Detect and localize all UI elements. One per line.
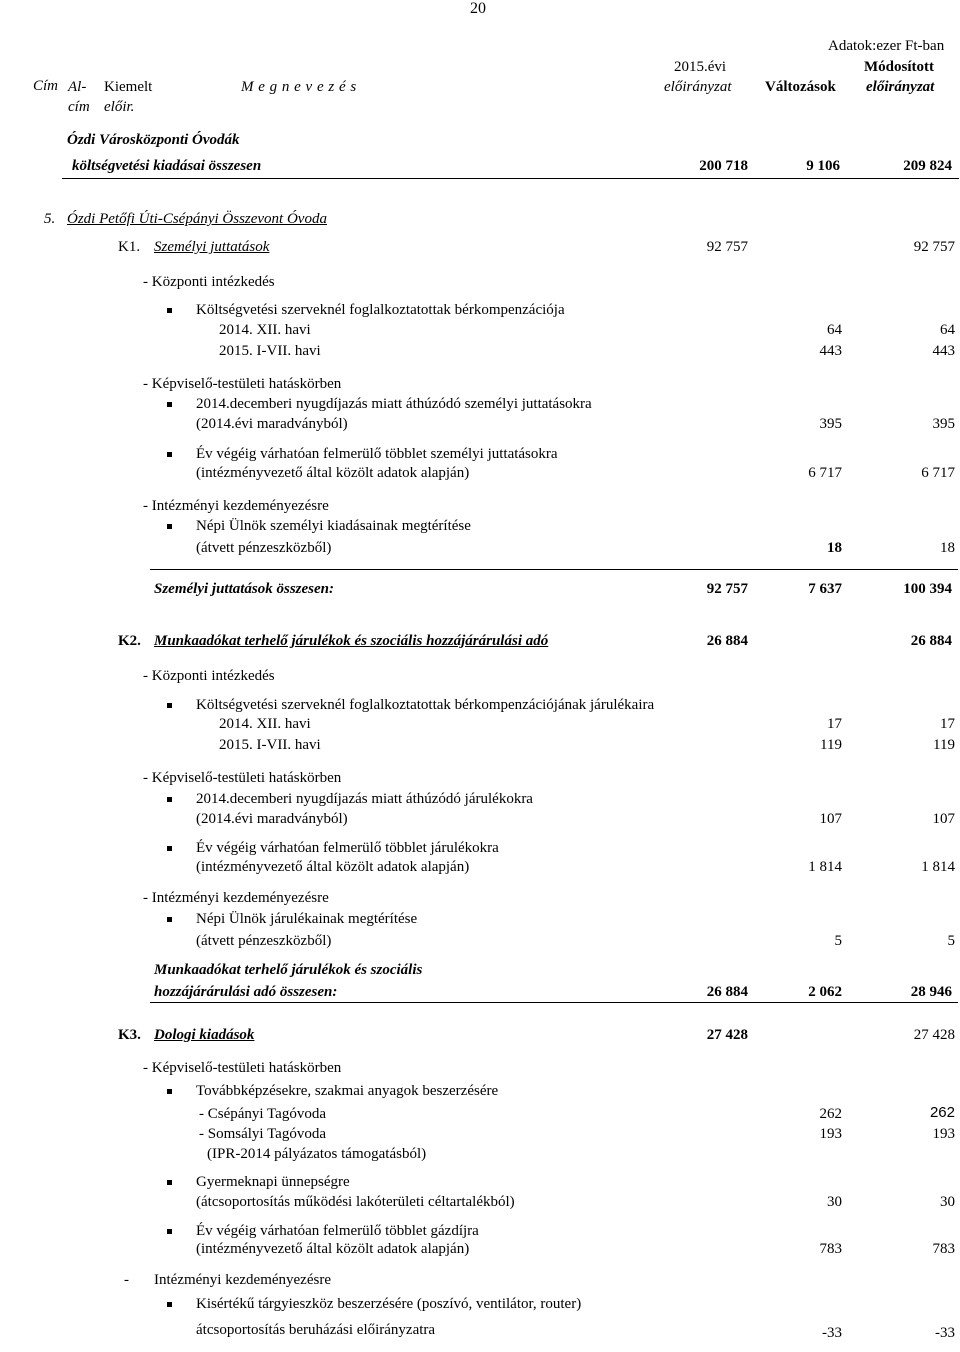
k3-item4-l2: átcsoportosítás beruházási előirányzatra bbox=[196, 1322, 436, 1338]
k3-item1a-label: - Csépányi Tagóvoda bbox=[199, 1106, 326, 1122]
k2-item2-v2: 107 bbox=[819, 811, 842, 827]
prev-total-line2: költségvetési kiadásai összesen bbox=[72, 158, 262, 174]
col-megnevezes: M e g n e v e z é s bbox=[241, 79, 357, 95]
k1-item1b-label: 2015. I-VII. havi bbox=[219, 343, 321, 359]
bullet bbox=[167, 308, 172, 313]
bullet bbox=[167, 1089, 172, 1094]
bullet bbox=[167, 524, 172, 529]
col-valtozasok: Változások bbox=[765, 79, 836, 95]
k3-item4-v2: -33 bbox=[822, 1325, 842, 1341]
k2-grp1: - Központi intézkedés bbox=[143, 668, 275, 684]
k1-item4-l2: (átvett pénzeszközből) bbox=[196, 540, 332, 556]
k1-item1a-v2: 64 bbox=[827, 322, 842, 338]
section-number: 5. bbox=[44, 211, 56, 227]
k1-item3-l1: Év végéig várhatóan felmerülő többlet személyi juttatásokra bbox=[196, 446, 558, 462]
prev-total-v3: 209 824 bbox=[903, 158, 952, 174]
col-alcim-1: Al- bbox=[68, 79, 87, 95]
k3-item3-l2: (intézményvezető által közölt adatok alapján) bbox=[196, 1241, 470, 1257]
divider bbox=[150, 569, 958, 570]
k3-item2-l1: Gyermeknapi ünnepségre bbox=[196, 1174, 350, 1190]
k1-item1b-v3: 443 bbox=[932, 343, 955, 359]
k1-total-v1: 92 757 bbox=[706, 581, 748, 597]
prev-total-v2: 9 106 bbox=[806, 158, 840, 174]
page-number: 20 bbox=[470, 0, 486, 17]
k3-item1c-label: (IPR-2014 pályázatos támogatásból) bbox=[207, 1146, 427, 1162]
k2-grp3: - Intézményi kezdeményezésre bbox=[143, 890, 329, 906]
col-evi-2: előirányzat bbox=[664, 79, 732, 95]
bullet bbox=[167, 402, 172, 407]
k3-grp2: Intézményi kezdeményezésre bbox=[154, 1272, 331, 1288]
bullet bbox=[167, 797, 172, 802]
divider bbox=[62, 178, 959, 179]
k2-item1b-label: 2015. I-VII. havi bbox=[219, 737, 321, 753]
k2-item1a-v3: 17 bbox=[940, 716, 955, 732]
col-kiemelt-1: Kiemelt bbox=[104, 79, 153, 95]
k1-grp1: - Központi intézkedés bbox=[143, 274, 275, 290]
k2-item1a-label: 2014. XII. havi bbox=[219, 716, 311, 732]
k3-item3-l1: Év végéig várhatóan felmerülő többlet gázdíjra bbox=[196, 1223, 479, 1239]
k1-item1a-v3: 64 bbox=[940, 322, 955, 338]
k1-item4-v2: 18 bbox=[827, 540, 842, 556]
k2-item2-l1: 2014.decemberi nyugdíjazás miatt áthúzódó járulékokra bbox=[196, 791, 533, 807]
k3-item4-v3: -33 bbox=[935, 1325, 955, 1341]
k2-v3: 26 884 bbox=[910, 633, 952, 649]
k2-item3-v3: 1 814 bbox=[921, 859, 955, 875]
k1-item2-v2: 395 bbox=[819, 416, 842, 432]
k1-item4-v3: 18 bbox=[940, 540, 955, 556]
divider bbox=[150, 1002, 958, 1003]
k3-item2-v3: 30 bbox=[940, 1194, 955, 1210]
k3-item3-v3: 783 bbox=[932, 1241, 955, 1257]
k3-item1b-v2: 193 bbox=[819, 1126, 842, 1142]
k1-item3-v3: 6 717 bbox=[921, 465, 955, 481]
col-modositott-1: Módosított bbox=[864, 59, 934, 75]
k2-item3-l1: Év végéig várhatóan felmerülő többlet járulékokra bbox=[196, 840, 499, 856]
section-title: Ózdi Petőfi Úti-Csépányi Összevont Óvoda bbox=[67, 211, 327, 227]
k3-title: Dologi kiadások bbox=[154, 1027, 255, 1043]
k3-item1b-v3: 193 bbox=[932, 1126, 955, 1142]
k2-item1b-v2: 119 bbox=[820, 737, 842, 753]
k2-item4-l2: (átvett pénzeszközből) bbox=[196, 933, 332, 949]
k2-total-v1: 26 884 bbox=[706, 984, 748, 1000]
k2-item2-v3: 107 bbox=[932, 811, 955, 827]
prev-total-line1: Ózdi Városközponti Óvodák bbox=[67, 132, 240, 148]
k2-item3-l2: (intézményvezető által közölt adatok alapján) bbox=[196, 859, 470, 875]
k1-item1: Költségvetési szerveknél foglalkoztatottak bérkompenzációja bbox=[196, 302, 565, 318]
k3-v1: 27 428 bbox=[706, 1027, 748, 1043]
k2-item4-l1: Népi Ülnök járulékainak megtérítése bbox=[196, 911, 418, 927]
k2-item1: Költségvetési szerveknél foglalkoztatottak bérkompenzációjának járulékaira bbox=[196, 697, 655, 713]
k1-total-v2: 7 637 bbox=[808, 581, 842, 597]
k2-total-l2: hozzájárárulási adó összesen: bbox=[154, 984, 338, 1000]
k1-item3-l2: (intézményvezető által közölt adatok alapján) bbox=[196, 465, 470, 481]
k1-item1b-v2: 443 bbox=[819, 343, 842, 359]
k1-item2-l2: (2014.évi maradványból) bbox=[196, 416, 348, 432]
k2-item3-v2: 1 814 bbox=[808, 859, 842, 875]
k2-code: K2. bbox=[118, 633, 141, 649]
unit-note: Adatok:ezer Ft-ban bbox=[828, 38, 945, 54]
k1-total-v3: 100 394 bbox=[903, 581, 952, 597]
col-alcim-2: cím bbox=[68, 99, 90, 115]
k1-item2-l1: 2014.decemberi nyugdíjazás miatt áthúzódó személyi juttatásokra bbox=[196, 396, 592, 412]
k3-v3: 27 428 bbox=[913, 1027, 955, 1043]
k1-v1: 92 757 bbox=[706, 239, 748, 255]
k3-item1: Továbbképzésekre, szakmai anyagok beszerzésére bbox=[196, 1083, 499, 1099]
k2-total-l1: Munkaadókat terhelő járulékok és szociális bbox=[154, 962, 423, 978]
prev-total-v1: 200 718 bbox=[699, 158, 748, 174]
k2-item4-v2: 5 bbox=[834, 933, 842, 949]
col-cim: Cím bbox=[33, 78, 59, 94]
bullet bbox=[167, 1180, 172, 1185]
k2-total-v3: 28 946 bbox=[910, 984, 952, 1000]
k3-item1b-label: - Somsályi Tagóvoda bbox=[199, 1126, 326, 1142]
k1-item4-l1: Népi Ülnök személyi kiadásainak megtérítése bbox=[196, 518, 471, 534]
col-evi-1: 2015.évi bbox=[674, 59, 727, 75]
k1-item2-v3: 395 bbox=[932, 416, 955, 432]
bullet bbox=[167, 452, 172, 457]
k2-item4-v3: 5 bbox=[947, 933, 955, 949]
k1-code: K1. bbox=[118, 239, 141, 255]
k3-item1a-v2: 262 bbox=[819, 1106, 842, 1122]
k1-grp2: - Képviselő-testületi hatáskörben bbox=[143, 376, 342, 392]
k3-item2-l2: (átcsoportosítás működési lakóterületi céltartalékból) bbox=[196, 1194, 515, 1210]
k2-item1a-v2: 17 bbox=[827, 716, 842, 732]
k2-grp2: - Képviselő-testületi hatáskörben bbox=[143, 770, 342, 786]
k3-code: K3. bbox=[118, 1027, 141, 1043]
k2-total-v2: 2 062 bbox=[808, 984, 842, 1000]
k3-item2-v2: 30 bbox=[827, 1194, 842, 1210]
bullet bbox=[167, 917, 172, 922]
k3-item1a-v3: 262 bbox=[929, 1104, 955, 1121]
k2-item2-l2: (2014.évi maradványból) bbox=[196, 811, 348, 827]
k1-grp3: - Intézményi kezdeményezésre bbox=[143, 498, 329, 514]
k3-grp1: - Képviselő-testületi hatáskörben bbox=[143, 1060, 342, 1076]
bullet bbox=[167, 1229, 172, 1234]
k3-grp2-dash: - bbox=[124, 1272, 129, 1288]
k1-v3: 92 757 bbox=[913, 239, 955, 255]
bullet bbox=[167, 1302, 172, 1307]
col-modositott-2: előirányzat bbox=[866, 79, 935, 95]
k1-item3-v2: 6 717 bbox=[808, 465, 842, 481]
k1-total-label: Személyi juttatások összesen: bbox=[154, 581, 335, 597]
col-kiemelt-2: előir. bbox=[104, 99, 135, 115]
k2-item1b-v3: 119 bbox=[933, 737, 955, 753]
bullet bbox=[167, 703, 172, 708]
k2-title: Munkaadókat terhelő járulékok és szociális hozzájárárulási adó bbox=[154, 633, 549, 649]
k3-item3-v2: 783 bbox=[819, 1241, 842, 1257]
k2-v1: 26 884 bbox=[706, 633, 748, 649]
k1-title: Személyi juttatások bbox=[154, 239, 270, 255]
k3-item4-l1: Kisértékű tárgyieszköz beszerzésére (poszívó, ventilátor, router) bbox=[196, 1296, 582, 1312]
bullet bbox=[167, 846, 172, 851]
k1-item1a-label: 2014. XII. havi bbox=[219, 322, 311, 338]
